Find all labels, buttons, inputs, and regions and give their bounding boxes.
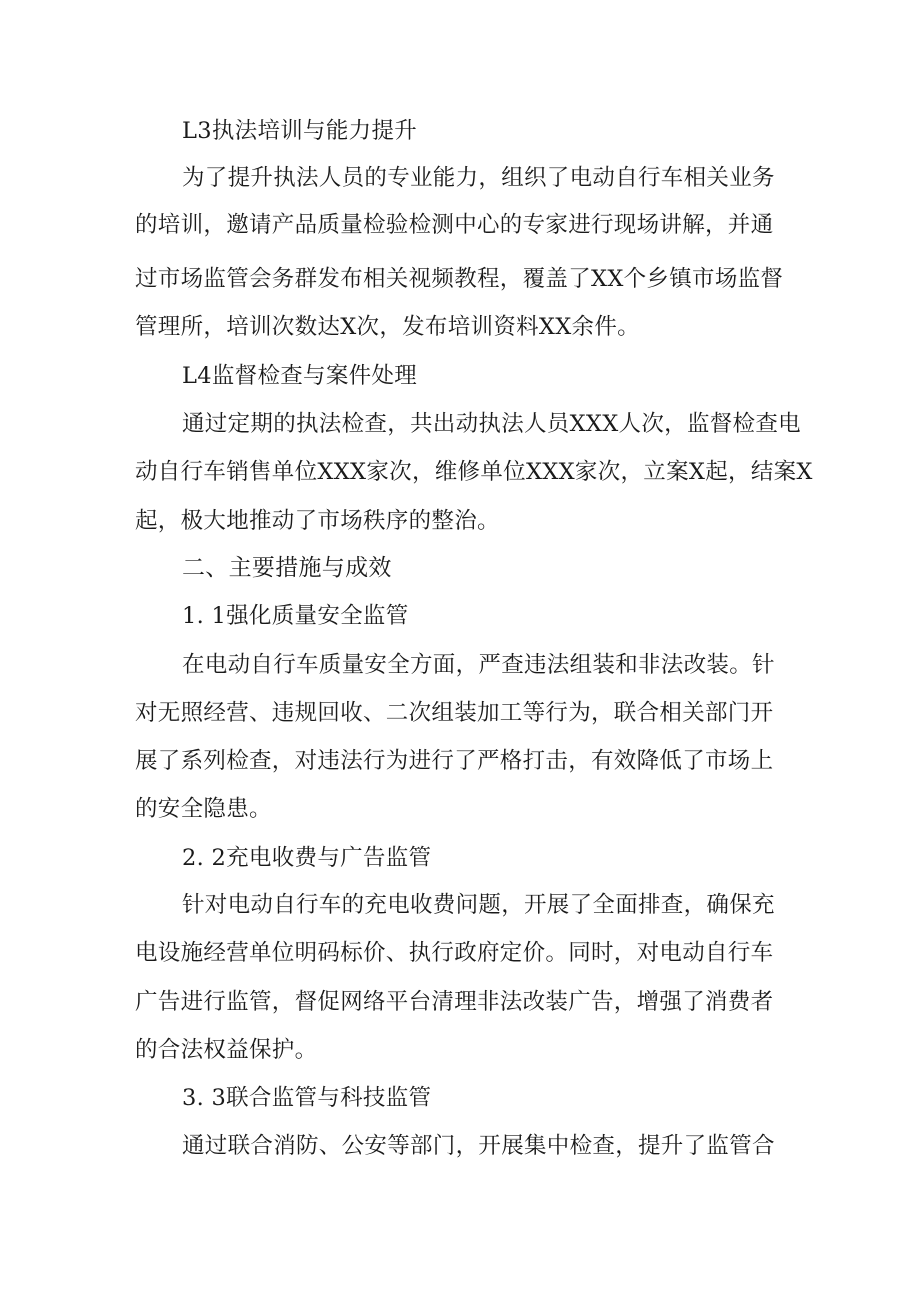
heading-l3: L3执法培训与能力提升 [182, 118, 418, 144]
paragraph-line: 管理所，培训次数达X次，发布培训资料XX余件。 [135, 314, 640, 340]
paragraph-line: 通过联合消防、公安等部门，开展集中检查，提升了监管合 [182, 1133, 775, 1159]
paragraph-line: 的合法权益保护。 [135, 1037, 318, 1063]
heading-3-3: 3. 3联合监管与科技监管 [182, 1085, 432, 1111]
paragraph-line: 通过定期的执法检查，共出动执法人员XXX人次，监督检查电 [182, 411, 801, 437]
paragraph-line: 电设施经营单位明码标价、执行政府定价。同时，对电动自行车 [135, 940, 774, 966]
heading-2-2: 2. 2充电收费与广告监管 [182, 845, 432, 871]
paragraph-line: 展了系列检查，对违法行为进行了严格打击，有效降低了市场上 [135, 748, 774, 774]
paragraph-line: 动自行车销售单位XXX家次，维修单位XXX家次，立案X起，结案X [135, 459, 813, 485]
heading-1-1: 1. 1强化质量安全监管 [182, 603, 409, 629]
paragraph-line: 广告进行监管，督促网络平台清理非法改装广告，增强了消费者 [135, 989, 774, 1015]
paragraph-line: 过市场监管会务群发布相关视频教程，覆盖了XX个乡镇市场监督 [135, 266, 784, 292]
paragraph-line: 起，极大地推动了市场秩序的整治。 [135, 508, 500, 534]
paragraph-line: 针对电动自行车的充电收费问题，开展了全面排查，确保充 [182, 892, 775, 918]
paragraph-line: 在电动自行车质量安全方面，严查违法组装和非法改装。针 [182, 652, 775, 678]
heading-l4: L4监督检查与案件处理 [182, 363, 418, 389]
paragraph-line: 的培训，邀请产品质量检验检测中心的专家进行现场讲解，并通 [135, 212, 774, 238]
paragraph-line: 为了提升执法人员的专业能力，组织了电动自行车相关业务 [182, 165, 775, 191]
paragraph-line: 对无照经营、违规回收、二次组装加工等行为，联合相关部门开 [135, 700, 774, 726]
section-heading-two: 二、主要措施与成效 [182, 555, 392, 581]
paragraph-line: 的安全隐患。 [135, 796, 272, 822]
